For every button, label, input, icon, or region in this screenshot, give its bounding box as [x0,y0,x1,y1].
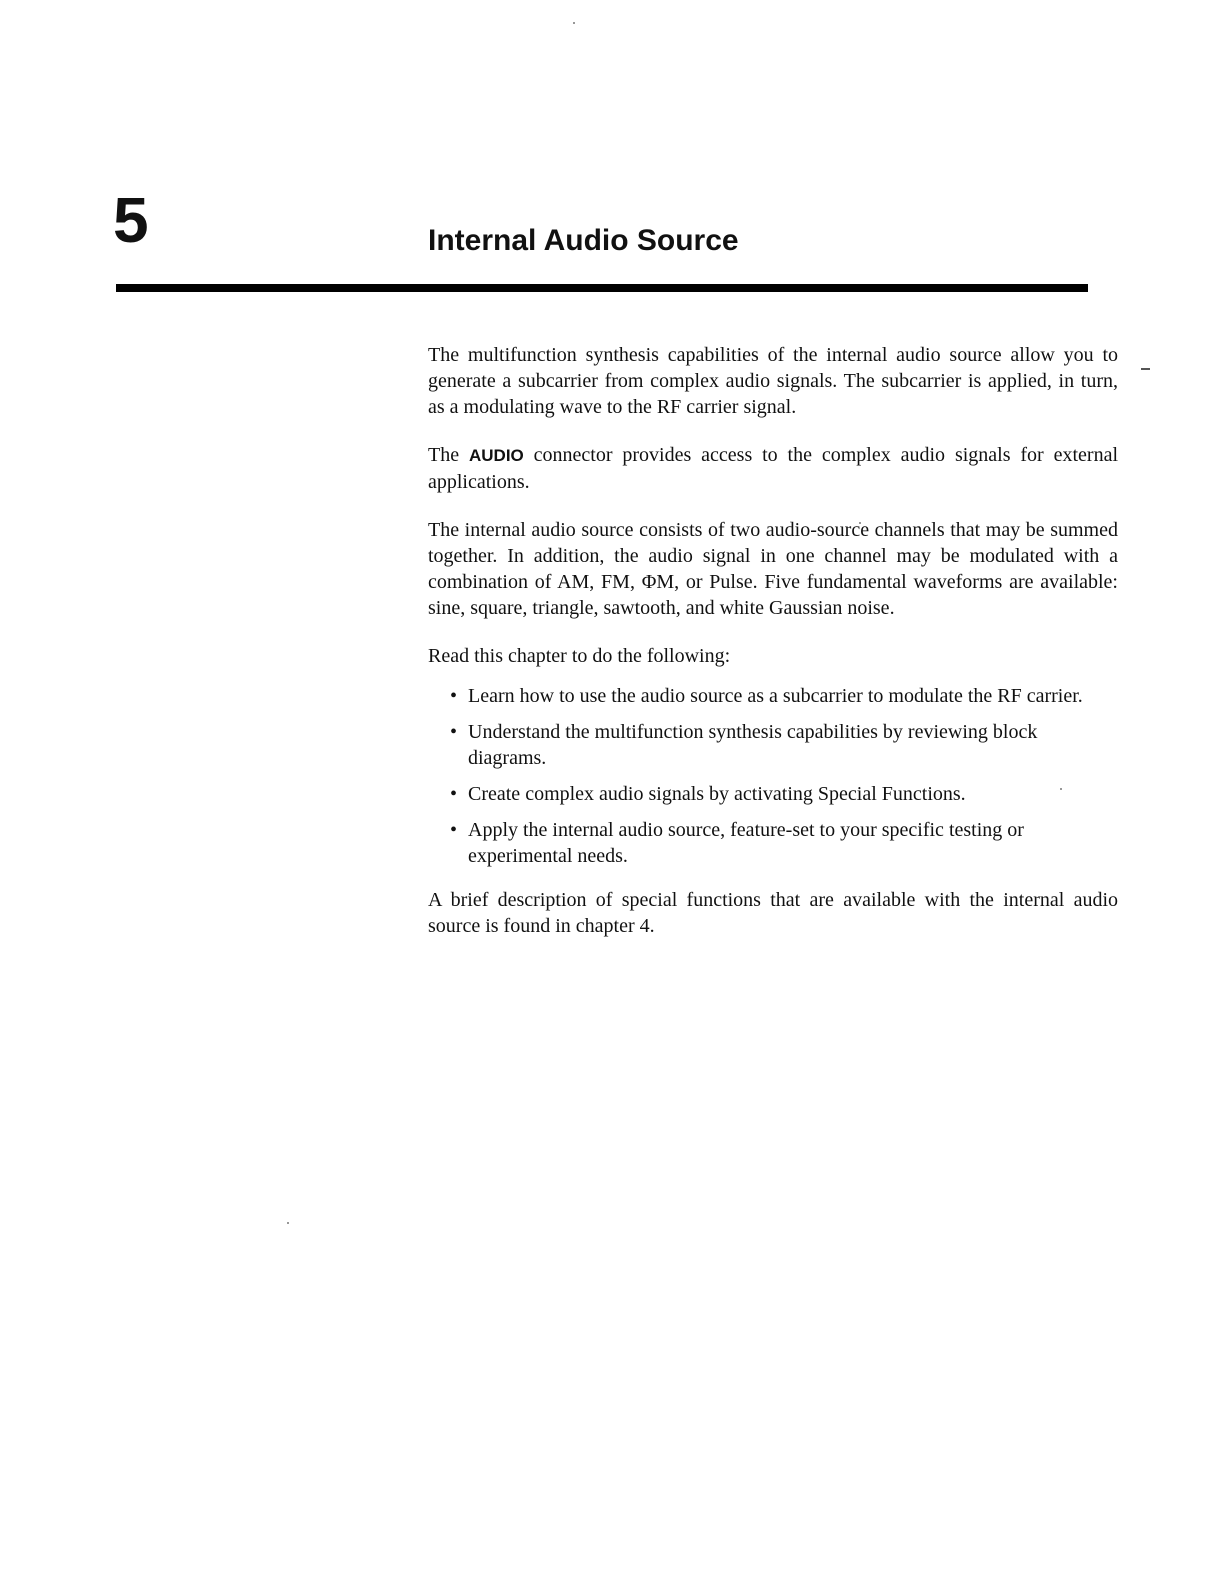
paragraph-text: The [428,444,469,466]
bullet-icon: • [450,783,458,805]
audio-connector-paragraph [428,442,1118,495]
chapter-body [428,342,1118,961]
list-item [448,719,1118,771]
audio-connector-label: AUDIO [468,446,524,465]
list-intro: Read this chapter to do the following: [428,645,731,667]
channels-paragraph: The internal audio source consists of two audio-source channels that may be summed together. In addition, the audio signal in one channel may be modulated with a combination of AM, FM, ΦM, or Pulse. Five fundamental waveforms are available: sine, square, triangle, sawtooth, and white Gaussian noise. [428,519,1118,619]
list-item-text: Create complex audio signals by activating Special Functions. [468,783,966,805]
list-item [448,817,1118,869]
list-item-text: Learn how to use the audio source as a subcarrier to modulate the RF carrier. [468,685,1083,707]
bullet-icon: • [450,721,458,743]
list-item [448,683,1118,709]
scan-speck [287,1222,289,1224]
closing-paragraph: A brief description of special functions that are available with the internal audio source is found in chapter 4. [428,889,1118,937]
chapter-number: 5 [113,184,148,256]
list-item [448,781,1118,807]
list-item-text: Understand the multifunction synthesis capabilities by reviewing block diagrams. [468,721,1038,769]
paragraph-text: connector provides access to the complex audio signals for external applications. [428,444,1119,493]
chapter-title: Internal Audio Source [428,224,739,257]
list-item-text: Apply the internal audio source, feature-set to your specific testing or experimental needs. [468,819,1024,867]
bullet-icon: • [450,685,458,707]
title-rule [116,284,1088,292]
scan-speck [573,22,575,24]
intro-paragraph: The multifunction synthesis capabilities of the internal audio source allow you to generate a subcarrier from complex audio signals. The subcarrier is applied, in turn, as a modulating wave to the RF carrier signal. [428,344,1118,418]
objectives-list [428,683,1118,869]
margin-mark [1141,368,1150,370]
bullet-icon: • [450,819,458,841]
